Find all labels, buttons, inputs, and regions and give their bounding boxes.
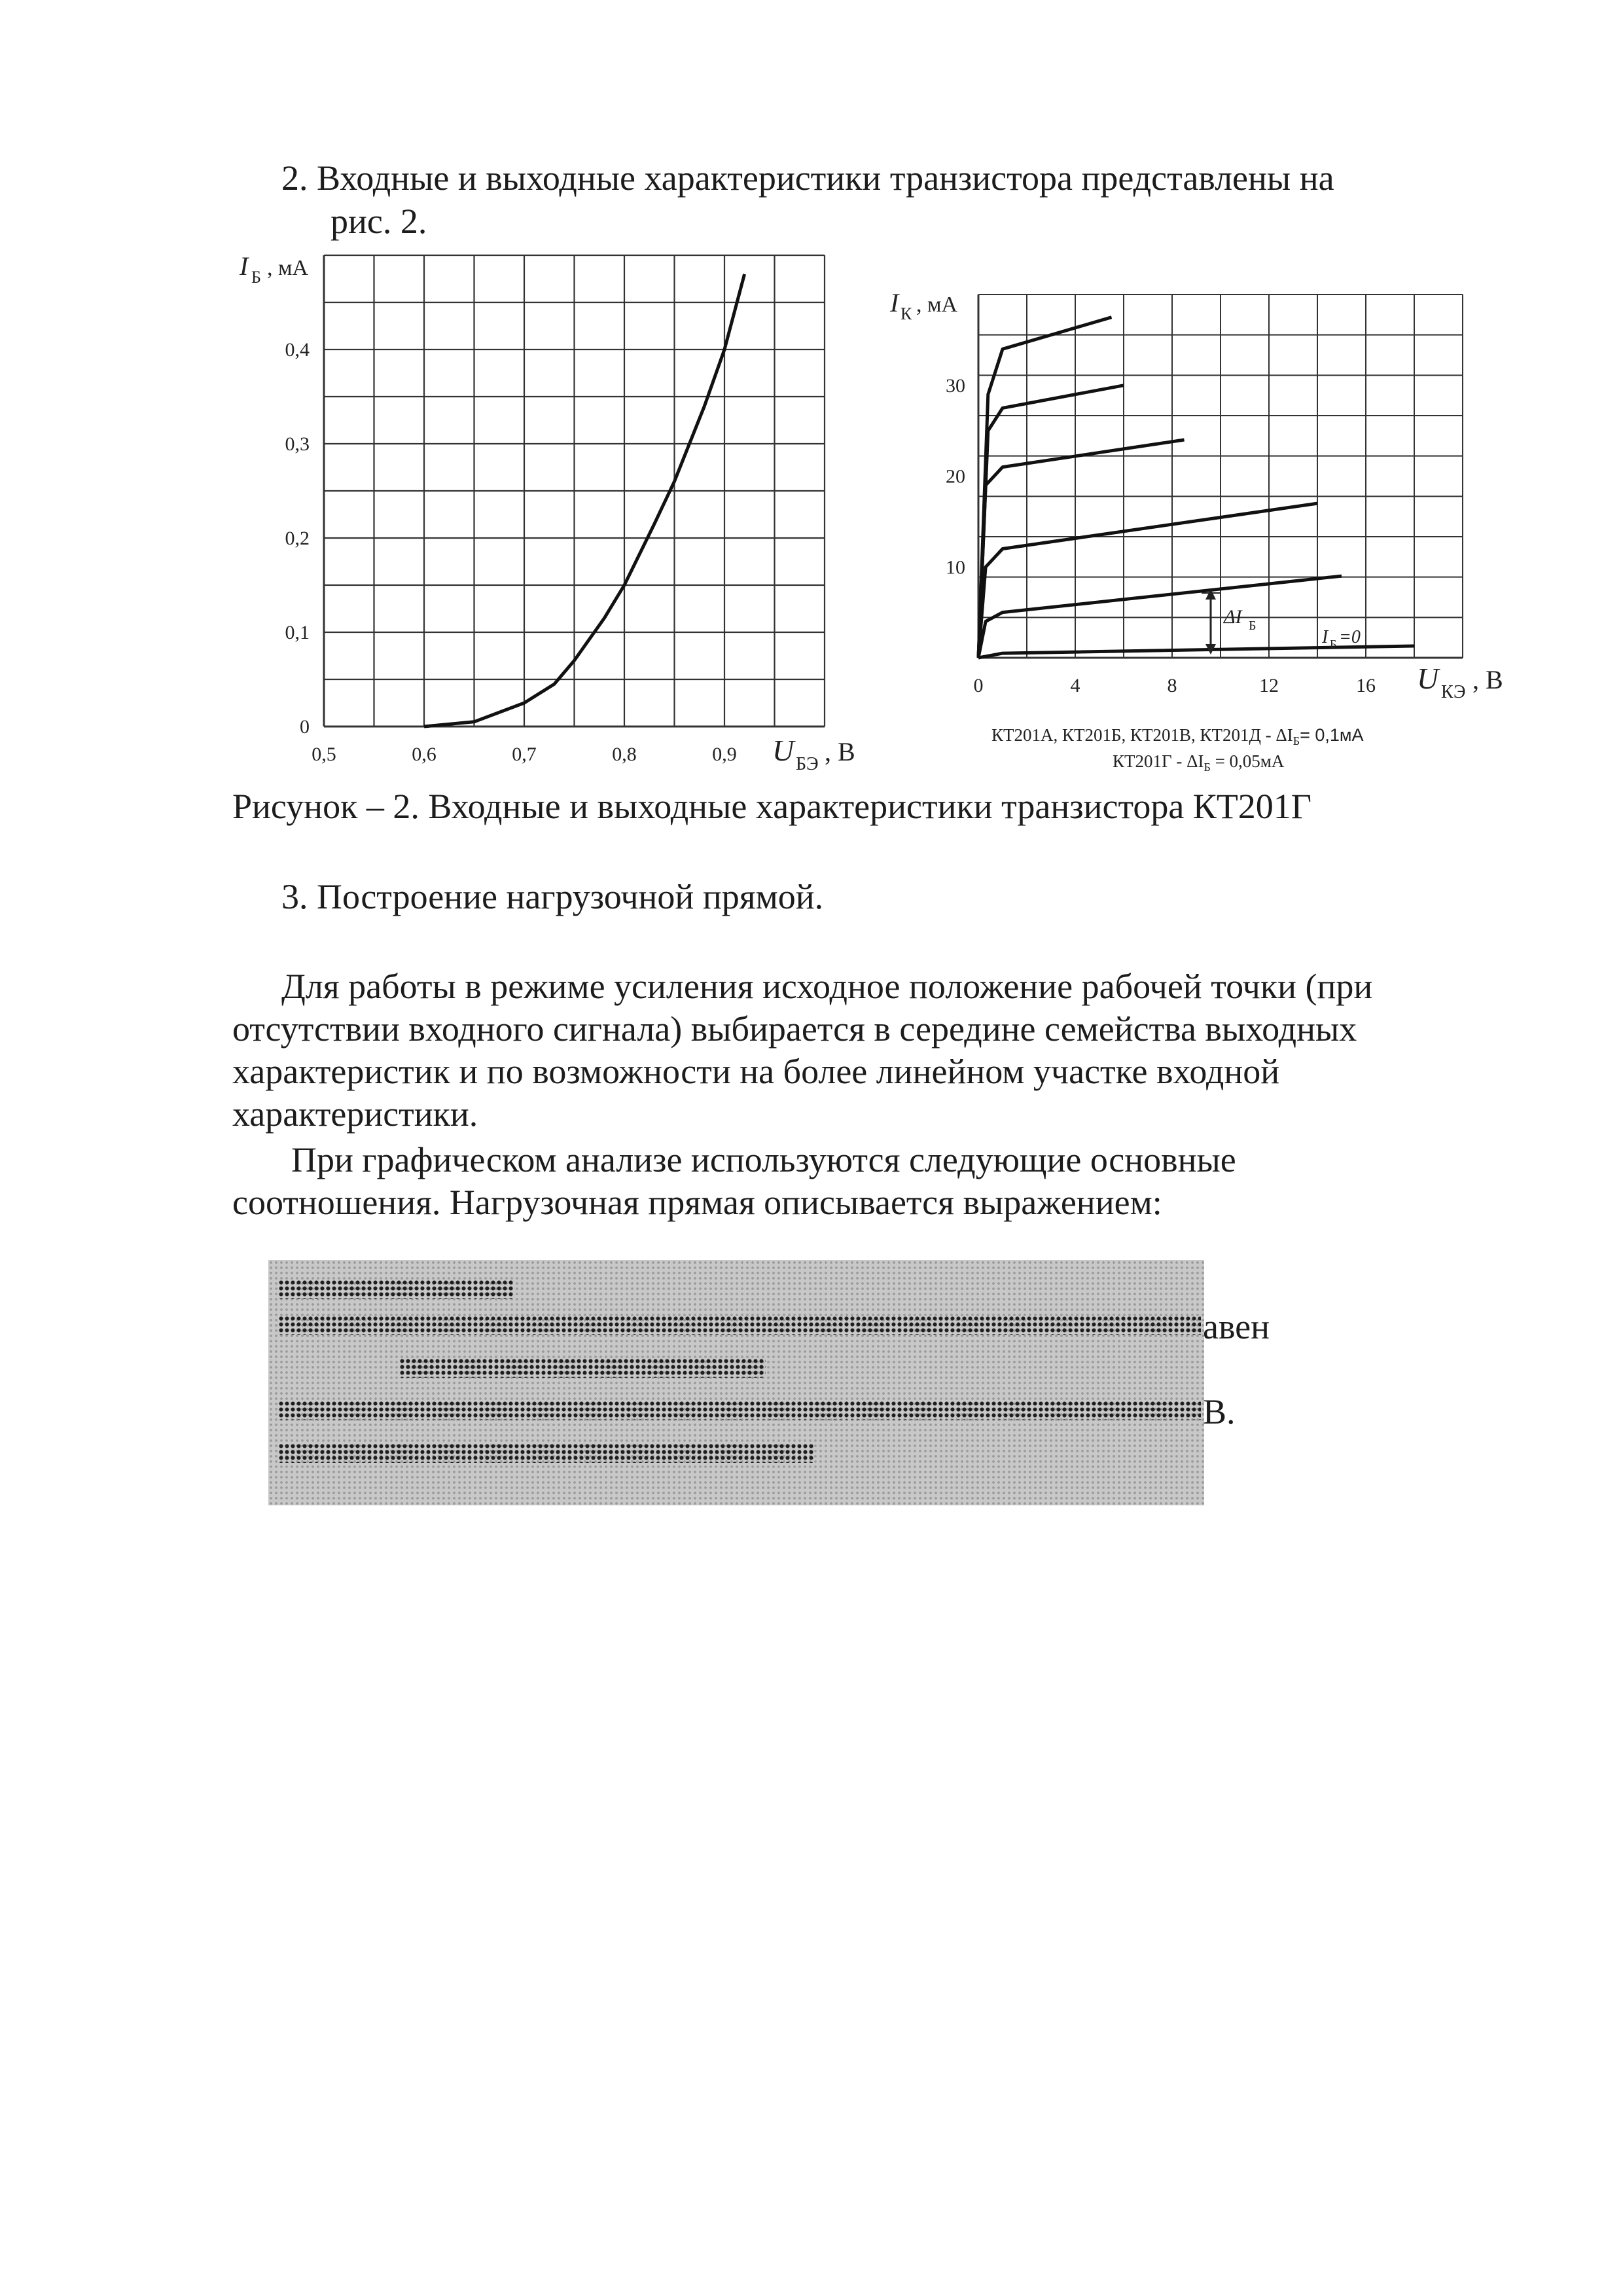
paragraph-1-line-4: характеристики.: [232, 1094, 478, 1134]
input-x-tick-label: 0,7: [512, 744, 537, 765]
obscured-line-tail-2: В.: [1203, 1392, 1236, 1431]
output-curve: [978, 646, 1414, 658]
paragraph-1-line-3: характеристик и по возможности на более линейном участке входной: [232, 1052, 1280, 1091]
item-3-heading: 3. Построение нагрузочной прямой.: [281, 877, 824, 916]
paragraph-1-line-1: Для работы в режиме усиления исходное положение рабочей точки (при: [281, 967, 1373, 1006]
output-x-tick-label: 8: [1167, 675, 1177, 696]
input-curve: [424, 274, 745, 726]
figure-caption: Рисунок – 2. Входные и выходные характеристики транзистора КТ201Г: [232, 787, 1312, 826]
output-x-axis-unit: , В: [1472, 665, 1503, 694]
output-y-axis-label: I: [890, 288, 899, 317]
input-characteristic-chart: [236, 242, 890, 779]
output-y-tick-label: 10: [946, 556, 965, 579]
output-y-axis-sub: К: [901, 304, 912, 323]
output-x-tick-label: 4: [1070, 675, 1080, 696]
delta-ib-sub: Б: [1249, 619, 1257, 633]
ib-zero-label: I: [1322, 627, 1329, 647]
input-y-tick-label: 0,1: [285, 622, 310, 643]
obscured-formula-block: [268, 1260, 1204, 1505]
paragraph-1-line-2: отсутствии входного сигнала) выбирается в середине семейства выходных: [232, 1009, 1357, 1049]
paragraph-2-line-2: соотношения. Нагрузочная прямая описывается выражением:: [232, 1183, 1162, 1222]
input-x-axis-unit: , В: [825, 737, 855, 766]
output-y-tick-label: 20: [946, 465, 965, 488]
input-y-tick-label: 0,3: [285, 433, 310, 455]
input-y-axis-label: I: [240, 251, 249, 281]
item-2-heading-cont: рис. 2.: [330, 202, 427, 241]
output-x-axis-sub: КЭ: [1441, 682, 1466, 702]
output-x-tick-label: 12: [1259, 675, 1279, 696]
input-y-axis-sub: Б: [251, 268, 261, 287]
output-x-tick-label: 16: [1356, 675, 1376, 696]
output-y-axis-unit: , мА: [916, 293, 958, 317]
ib-zero-sub: Б: [1330, 637, 1337, 651]
delta-ib-label: ΔI: [1224, 606, 1242, 628]
input-x-axis-sub: БЭ: [796, 754, 819, 774]
input-y-tick-label: 0,2: [285, 528, 310, 549]
input-y-tick-label: 0: [300, 716, 310, 738]
output-y-tick-label: 30: [946, 374, 965, 397]
output-x-axis-label: U: [1417, 662, 1439, 695]
input-x-axis-label: U: [772, 734, 794, 767]
delta-ib-annotation: [1202, 589, 1256, 655]
output-x-tick-label: 0: [973, 675, 984, 696]
input-x-tick-label: 0,9: [712, 744, 737, 765]
input-x-tick-label: 0,6: [412, 744, 437, 765]
output-curve: [978, 503, 1317, 658]
paragraph-2-line-1: При графическом анализе используются следующие основные: [291, 1140, 1236, 1179]
input-y-tick-label: 0,4: [285, 339, 310, 361]
item-2-heading: 2. Входные и выходные характеристики транзистора представлены на: [281, 158, 1334, 198]
ib-zero-value: =0: [1339, 627, 1361, 647]
output-note-line-1: КТ201А, КТ201Б, КТ201В, $КТ201Д - \Delta I_Б= 0,1мА$: [991, 725, 1364, 747]
input-x-tick-label: 0,5: [312, 744, 336, 765]
input-x-tick-label: 0,8: [612, 744, 637, 765]
input-y-axis-unit: , мА: [267, 256, 309, 280]
output-note-line-2: $КТ201Г - \Delta I_Б = 0,05мА$: [1113, 751, 1285, 774]
obscured-line-tail-1: авен: [1203, 1307, 1270, 1346]
output-characteristics-chart: [870, 275, 1531, 779]
